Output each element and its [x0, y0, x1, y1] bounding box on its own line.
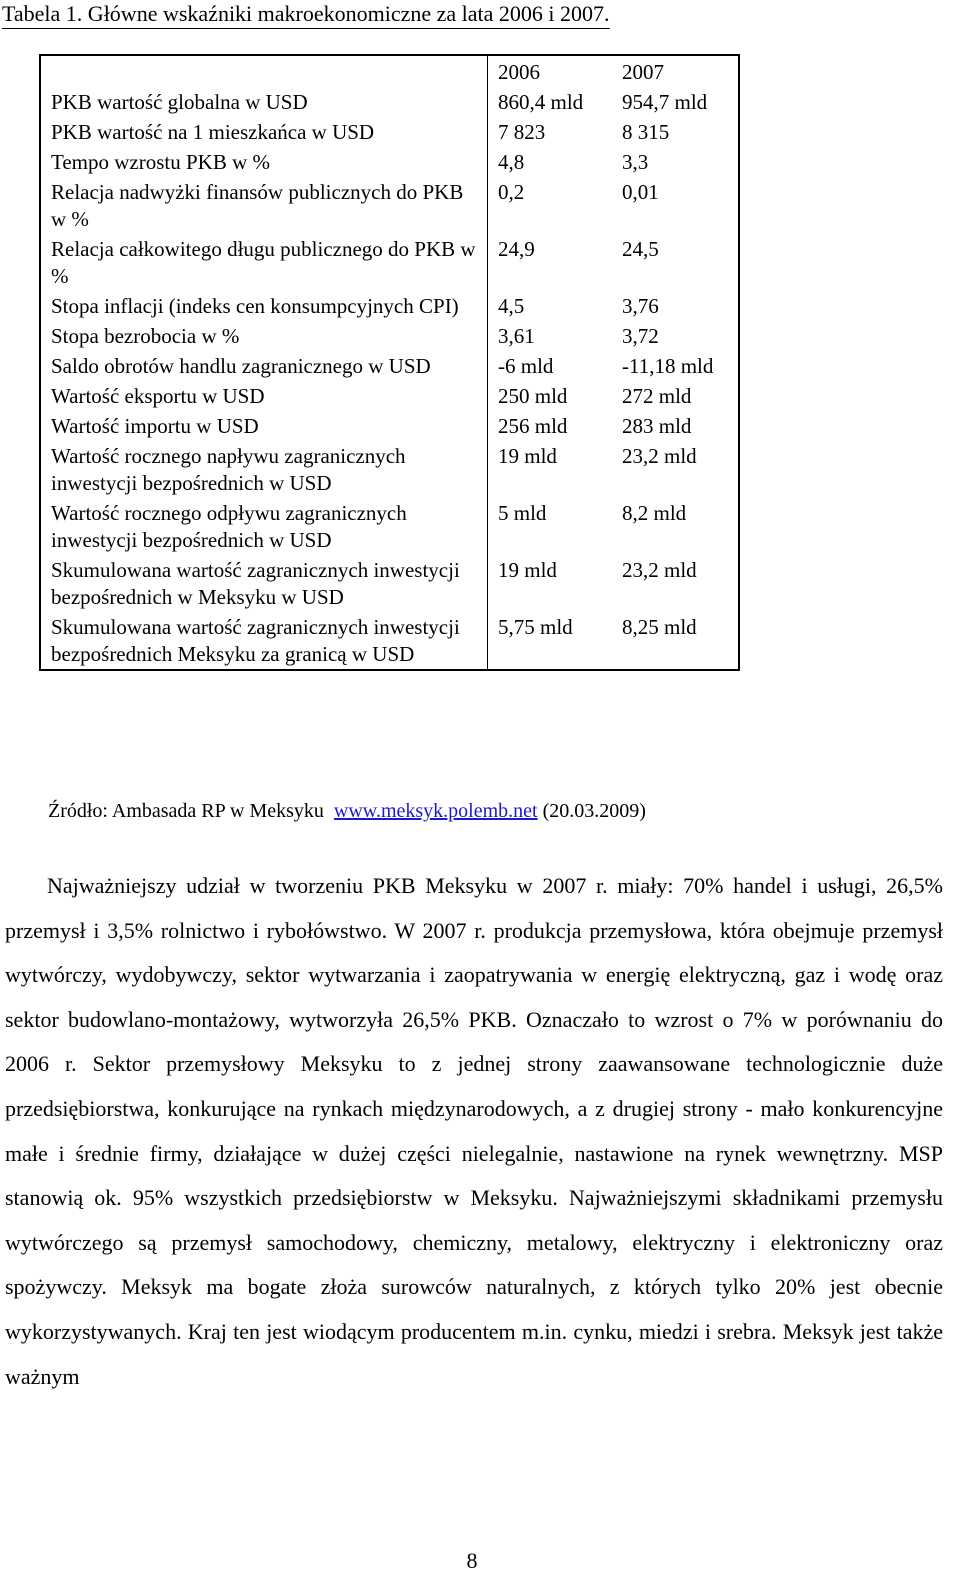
value-2007: 283 mld: [622, 414, 692, 438]
row-label: Stopa inflacji (indeks cen konsumpcyjnych CPI): [40, 291, 488, 321]
table-row: [40, 612, 739, 670]
row-label: PKB wartość na 1 mieszkańca w USD: [40, 117, 488, 147]
table-row: [40, 234, 739, 291]
source-prefix: Źródło: Ambasada RP w Meksyku: [48, 800, 324, 822]
source-date: (20.03.2009): [542, 800, 646, 822]
row-label: Wartość rocznego napływu zagranicznych inwestycji bezpośrednich w USD: [40, 441, 488, 498]
row-label: Relacja całkowitego długu publicznego do PKB w %: [40, 234, 488, 291]
value-2007: 3,3: [622, 150, 649, 174]
row-label: Wartość rocznego odpływu zagranicznych inwestycji bezpośrednich w USD: [40, 498, 488, 555]
row-label: Skumulowana wartość zagranicznych inwestycji bezpośrednich Meksyku za granicą w USD: [40, 612, 488, 670]
value-2007: 954,7 mld: [622, 90, 708, 114]
value-2007: 8,2 mld: [622, 501, 687, 525]
source-note: [48, 798, 646, 824]
value-2006: 4,8: [498, 150, 525, 174]
row-label: Relacja nadwyżki finansów publicznych do PKB w %: [40, 177, 488, 234]
value-2006: 4,5: [498, 294, 525, 318]
value-2006: -6 mld: [498, 354, 554, 378]
row-label: Tempo wzrostu PKB w %: [40, 147, 488, 177]
row-label: Wartość eksportu w USD: [40, 381, 488, 411]
value-2006: 250 mld: [498, 384, 568, 408]
table-row: [40, 87, 739, 117]
table-row: [40, 291, 739, 321]
table-row: [40, 321, 739, 351]
page-number: 8: [466, 1548, 478, 1573]
value-2007: 8,25 mld: [622, 615, 697, 639]
table-row: [40, 117, 739, 147]
value-2007: -11,18 mld: [622, 354, 714, 378]
table-row: [40, 498, 739, 555]
value-2007: 3,72: [622, 324, 659, 348]
header-cell-label: [40, 55, 488, 87]
value-2007: 272 mld: [622, 384, 692, 408]
value-2006: 7 823: [498, 120, 546, 144]
value-2006: 24,9: [498, 237, 535, 261]
value-2006: 0,2: [498, 180, 525, 204]
row-label: PKB wartość globalna w USD: [40, 87, 488, 117]
value-2007: 8 315: [622, 120, 670, 144]
header-cell-2006: 2006: [498, 60, 540, 84]
value-2006: 19 mld: [498, 444, 557, 468]
value-2007: 24,5: [622, 237, 659, 261]
table-row: [40, 555, 739, 612]
table-row: [40, 441, 739, 498]
table-row: [40, 411, 739, 441]
table-header-row: [40, 55, 739, 87]
value-2006: 860,4 mld: [498, 90, 584, 114]
value-2007: 0,01: [622, 180, 659, 204]
row-label: Skumulowana wartość zagranicznych inwestycji bezpośrednich w Meksyku w USD: [40, 555, 488, 612]
value-2006: 5,75 mld: [498, 615, 573, 639]
value-2007: 3,76: [622, 294, 659, 318]
value-2006: 5 mld: [498, 501, 547, 525]
table-row: [40, 177, 739, 234]
row-label: Wartość importu w USD: [40, 411, 488, 441]
header-cell-2007: 2007: [622, 60, 664, 84]
table-row: [40, 351, 739, 381]
body-paragraph: Najważniejszy udział w tworzeniu PKB Meksyku w 2007 r. miały: 70% handel i usługi, 26,5% przemysł i 3,5% rolnictwo i rybołówstwo. W 2007 r. produkcja przemysłowa, która obejmuje przemysł wytwórczy, wydobywczy, sektor wytwarzania i zaopatrywania w energię elektryczną, gaz i wodę oraz sektor budowlano-montażowy, wytworzyła 26,5% PKB. Oznaczało to wzrost o 7% w porównaniu do 2006 r. Sektor przemysłowy Meksyku to z jednej strony zaawansowane technologicznie duże przedsiębiorstwa, konkurujące na rynkach międzynarodowych, a z drugiej strony - mało konkurencyjne małe i średnie firmy, działające w dużej części nielegalnie, nastawione na rynek wewnętrzny. MSP stanowią ok. 95% wszystkich przedsiębiorstw w Meksyku. Najważniejszymi składnikami przemysłu wytwórczego są przemysł samochodowy, chemiczny, metalowy, elektryczny i elektroniczny oraz spożywczy. Meksyk ma bogate złoża surowców naturalnych, z których tylko 20% jest obecnie wykorzystywanych. Kraj ten jest wiodącym producentem m.in. cynku, miedzi i srebra. Meksyk jest także ważnym: [5, 873, 943, 1389]
value-2007: 23,2 mld: [622, 444, 697, 468]
table-row: [40, 381, 739, 411]
value-2006: 256 mld: [498, 414, 568, 438]
value-2006: 3,61: [498, 324, 535, 348]
table-row: [40, 147, 739, 177]
row-label: Saldo obrotów handlu zagranicznego w USD: [40, 351, 488, 381]
value-2007: 23,2 mld: [622, 558, 697, 582]
value-2006: 19 mld: [498, 558, 557, 582]
source-link[interactable]: www.meksyk.polemb.net: [333, 800, 538, 822]
macroeconomic-table: [39, 54, 740, 671]
table-caption: Tabela 1. Główne wskaźniki makroekonomiczne za lata 2006 i 2007.: [2, 0, 610, 29]
row-label: Stopa bezrobocia w %: [40, 321, 488, 351]
